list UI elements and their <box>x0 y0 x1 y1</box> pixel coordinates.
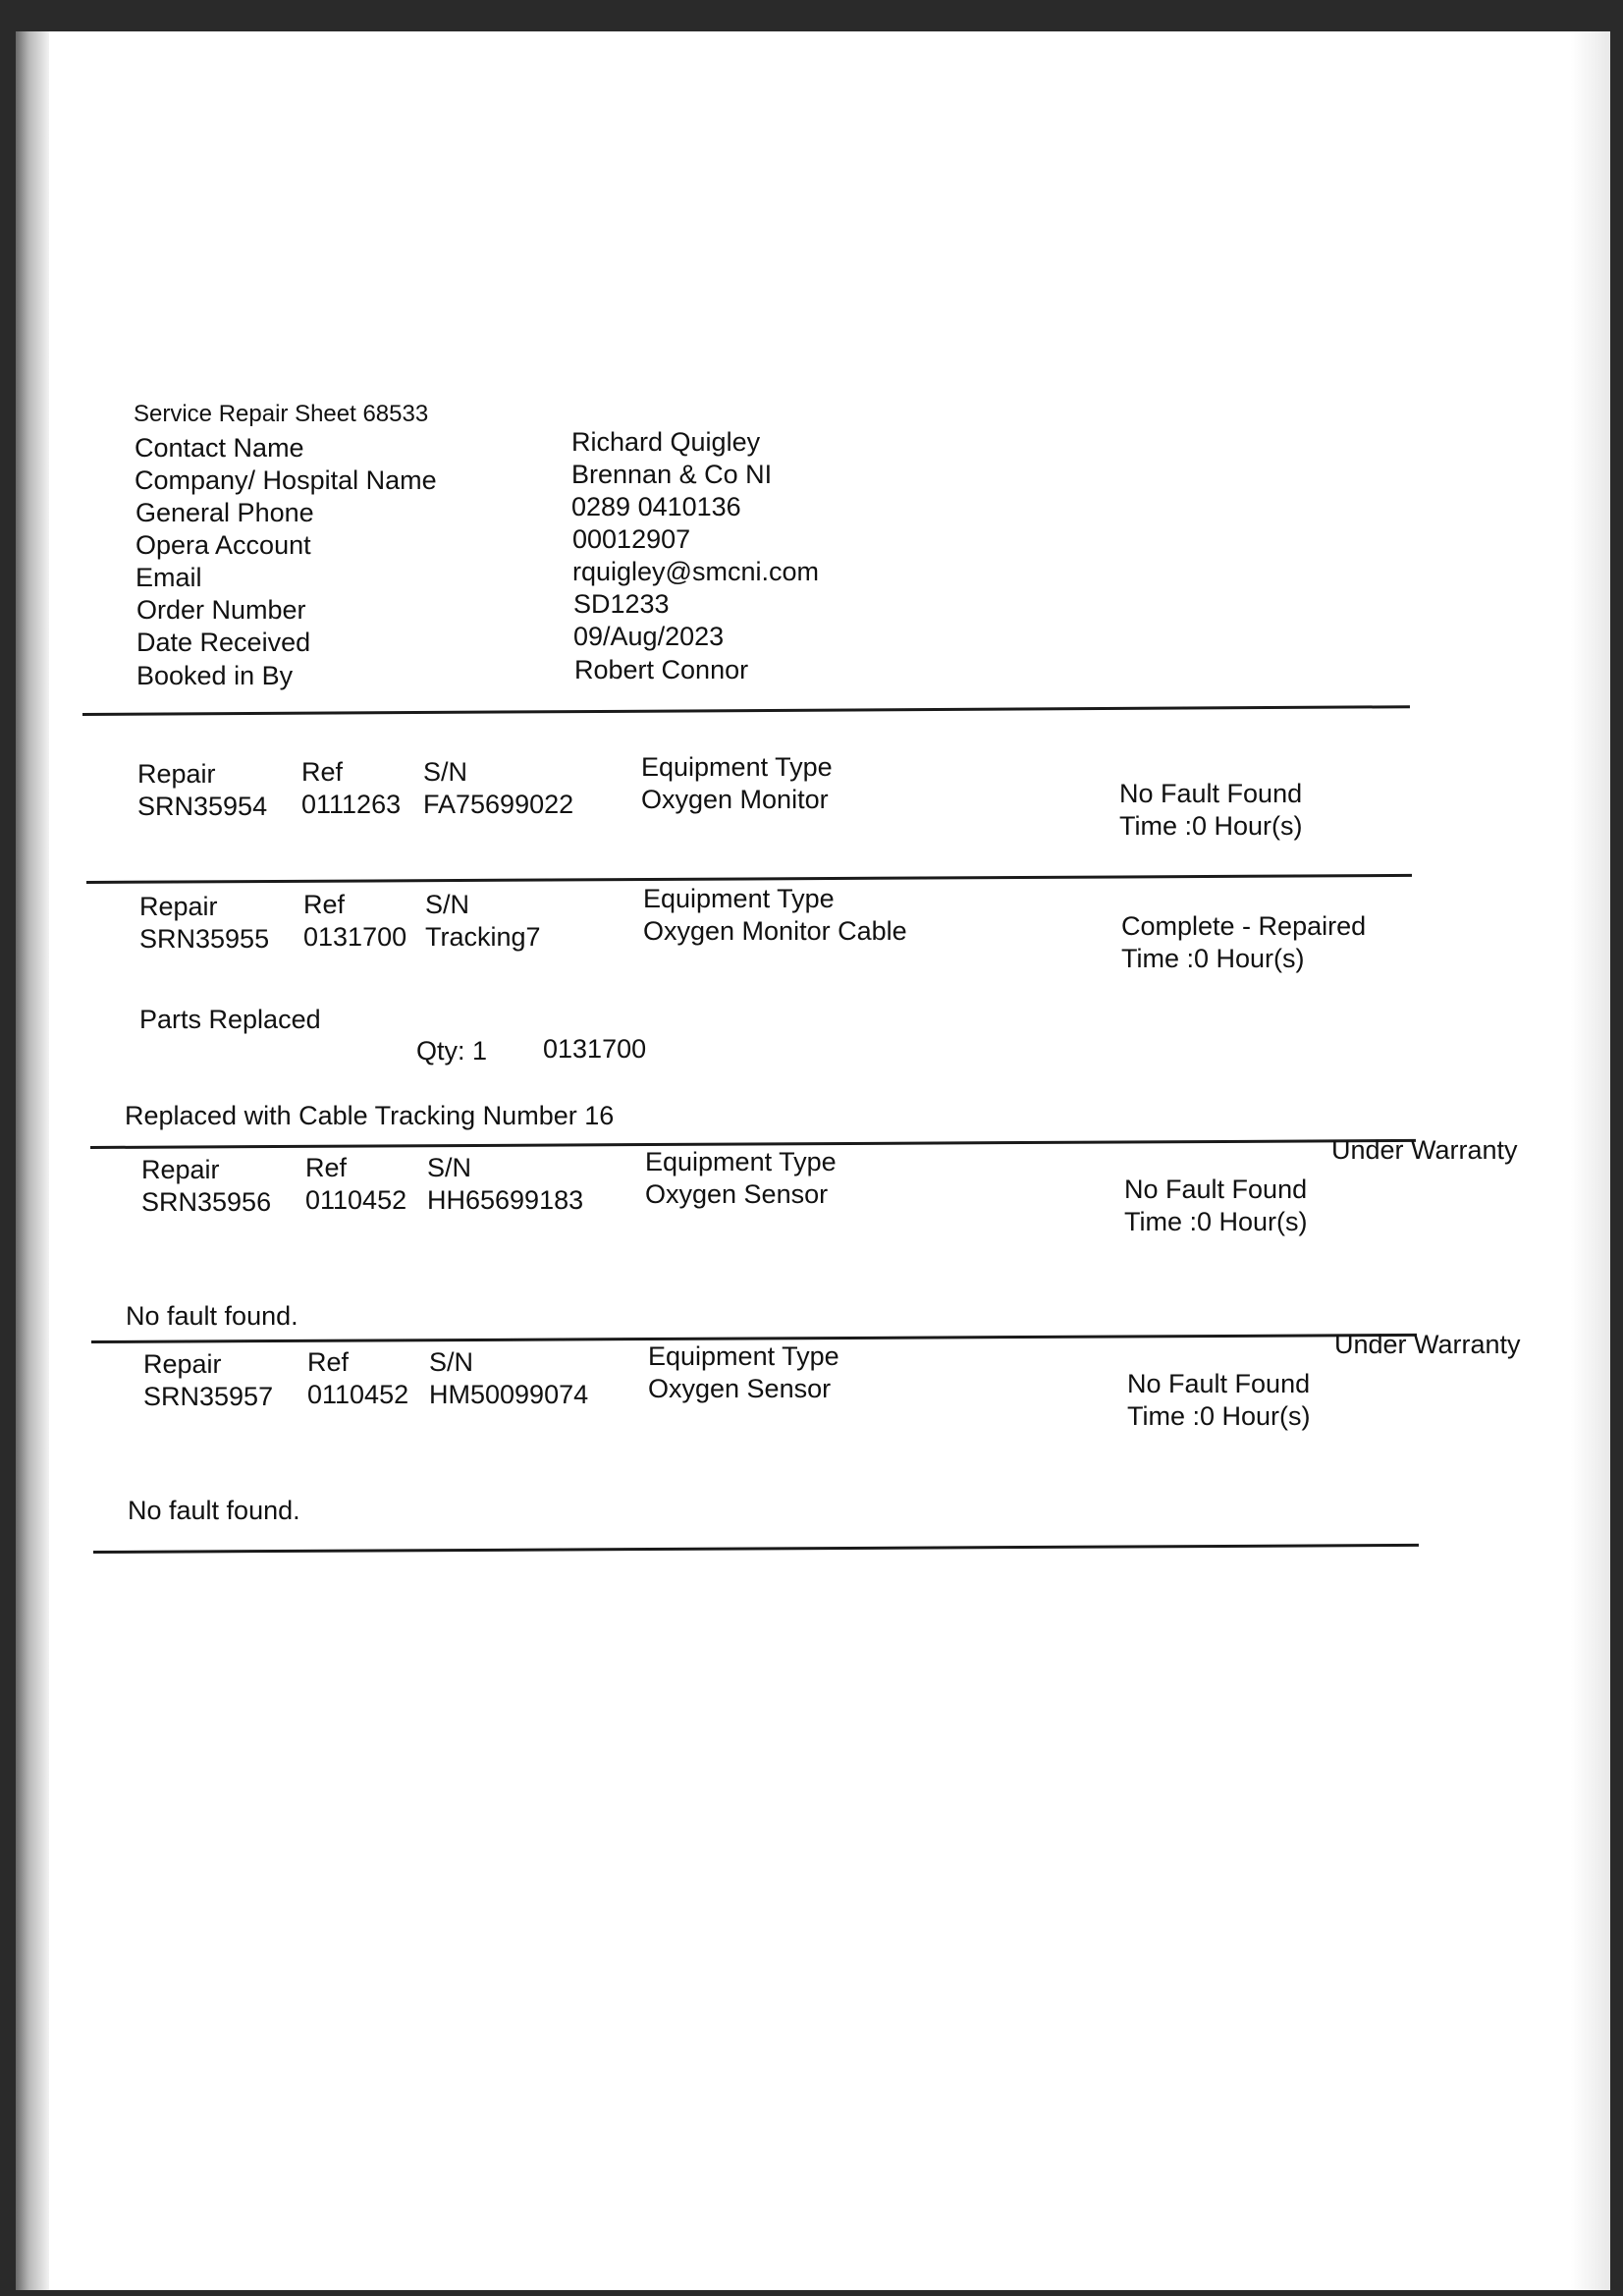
repair-equipment-type: Oxygen Sensor <box>648 1374 832 1403</box>
repair-number: SRN35955 <box>139 924 270 954</box>
value-order-number: SD1233 <box>573 589 670 619</box>
col-equipment-type-header: Equipment Type <box>643 884 835 913</box>
label-company: Company/ Hospital Name <box>135 465 437 495</box>
repair-sn: HM50099074 <box>429 1380 589 1409</box>
repair-number: SRN35957 <box>143 1382 274 1411</box>
divider <box>82 705 1410 716</box>
repair-time: Time :0 Hour(s) <box>1121 944 1305 973</box>
label-general-phone: General Phone <box>135 498 314 527</box>
col-ref-header: Ref <box>301 757 344 787</box>
value-date-received: 09/Aug/2023 <box>573 622 725 651</box>
col-sn-header: S/N <box>427 1153 472 1182</box>
warranty-badge: Under Warranty <box>1331 1135 1518 1165</box>
repair-ref: 0110452 <box>307 1380 409 1409</box>
scan-shadow-left <box>16 31 49 2290</box>
repair-sn: FA75699022 <box>423 790 574 819</box>
value-email: rquigley@smcni.com <box>572 557 819 586</box>
repair-note: Replaced with Cable Tracking Number 16 <box>125 1101 615 1130</box>
repair-equipment-type: Oxygen Sensor <box>645 1179 829 1209</box>
col-repair-header: Repair <box>137 759 216 789</box>
repair-number: SRN35956 <box>141 1187 272 1217</box>
col-repair-header: Repair <box>141 1155 220 1184</box>
value-company: Brennan & Co NI <box>571 460 773 489</box>
repair-equipment-type: Oxygen Monitor <box>641 785 829 814</box>
parts-replaced-label: Parts Replaced <box>139 1005 321 1034</box>
repair-status: Complete - Repaired <box>1121 911 1367 941</box>
col-repair-header: Repair <box>143 1349 222 1379</box>
repair-number: SRN35954 <box>137 792 268 821</box>
scan-shadow-right <box>1571 31 1610 2290</box>
repair-status: No Fault Found <box>1124 1175 1308 1204</box>
repair-time: Time :0 Hour(s) <box>1119 811 1303 841</box>
col-equipment-type-header: Equipment Type <box>641 752 833 782</box>
repair-sn: HH65699183 <box>427 1185 584 1215</box>
repair-status: No Fault Found <box>1119 779 1303 808</box>
label-opera-account: Opera Account <box>135 530 311 560</box>
value-general-phone: 0289 0410136 <box>571 492 741 521</box>
col-ref-header: Ref <box>305 1153 348 1182</box>
col-sn-header: S/N <box>429 1347 474 1377</box>
value-opera-account: 00012907 <box>572 524 691 554</box>
repair-equipment-type: Oxygen Monitor Cable <box>643 916 907 946</box>
col-sn-header: S/N <box>423 757 468 787</box>
col-ref-header: Ref <box>307 1347 350 1377</box>
value-booked-in-by: Robert Connor <box>574 655 749 684</box>
col-equipment-type-header: Equipment Type <box>648 1341 839 1371</box>
repair-ref: 0131700 <box>303 922 407 952</box>
label-contact-name: Contact Name <box>135 433 304 463</box>
repair-ref: 0111263 <box>301 790 402 819</box>
scanned-page <box>16 31 1610 2290</box>
repair-note: No fault found. <box>126 1301 298 1331</box>
label-date-received: Date Received <box>136 628 311 657</box>
repair-status: No Fault Found <box>1127 1369 1311 1398</box>
repair-ref: 0110452 <box>305 1185 407 1215</box>
col-ref-header: Ref <box>303 890 346 919</box>
label-booked-in-by: Booked in By <box>136 661 294 690</box>
col-repair-header: Repair <box>139 892 218 921</box>
parts-ref: 0131700 <box>543 1034 647 1064</box>
warranty-badge: Under Warranty <box>1334 1330 1521 1359</box>
repair-note: No fault found. <box>128 1496 300 1525</box>
repair-time: Time :0 Hour(s) <box>1124 1207 1308 1236</box>
value-contact-name: Richard Quigley <box>571 427 761 457</box>
parts-qty: Qty: 1 <box>416 1036 488 1066</box>
repair-time: Time :0 Hour(s) <box>1127 1401 1311 1431</box>
sheet-title: Service Repair Sheet 68533 <box>134 401 429 427</box>
repair-sn: Tracking7 <box>425 922 541 952</box>
col-equipment-type-header: Equipment Type <box>645 1147 837 1176</box>
divider <box>93 1544 1419 1554</box>
label-order-number: Order Number <box>136 595 306 625</box>
col-sn-header: S/N <box>425 890 470 919</box>
label-email: Email <box>135 563 202 592</box>
